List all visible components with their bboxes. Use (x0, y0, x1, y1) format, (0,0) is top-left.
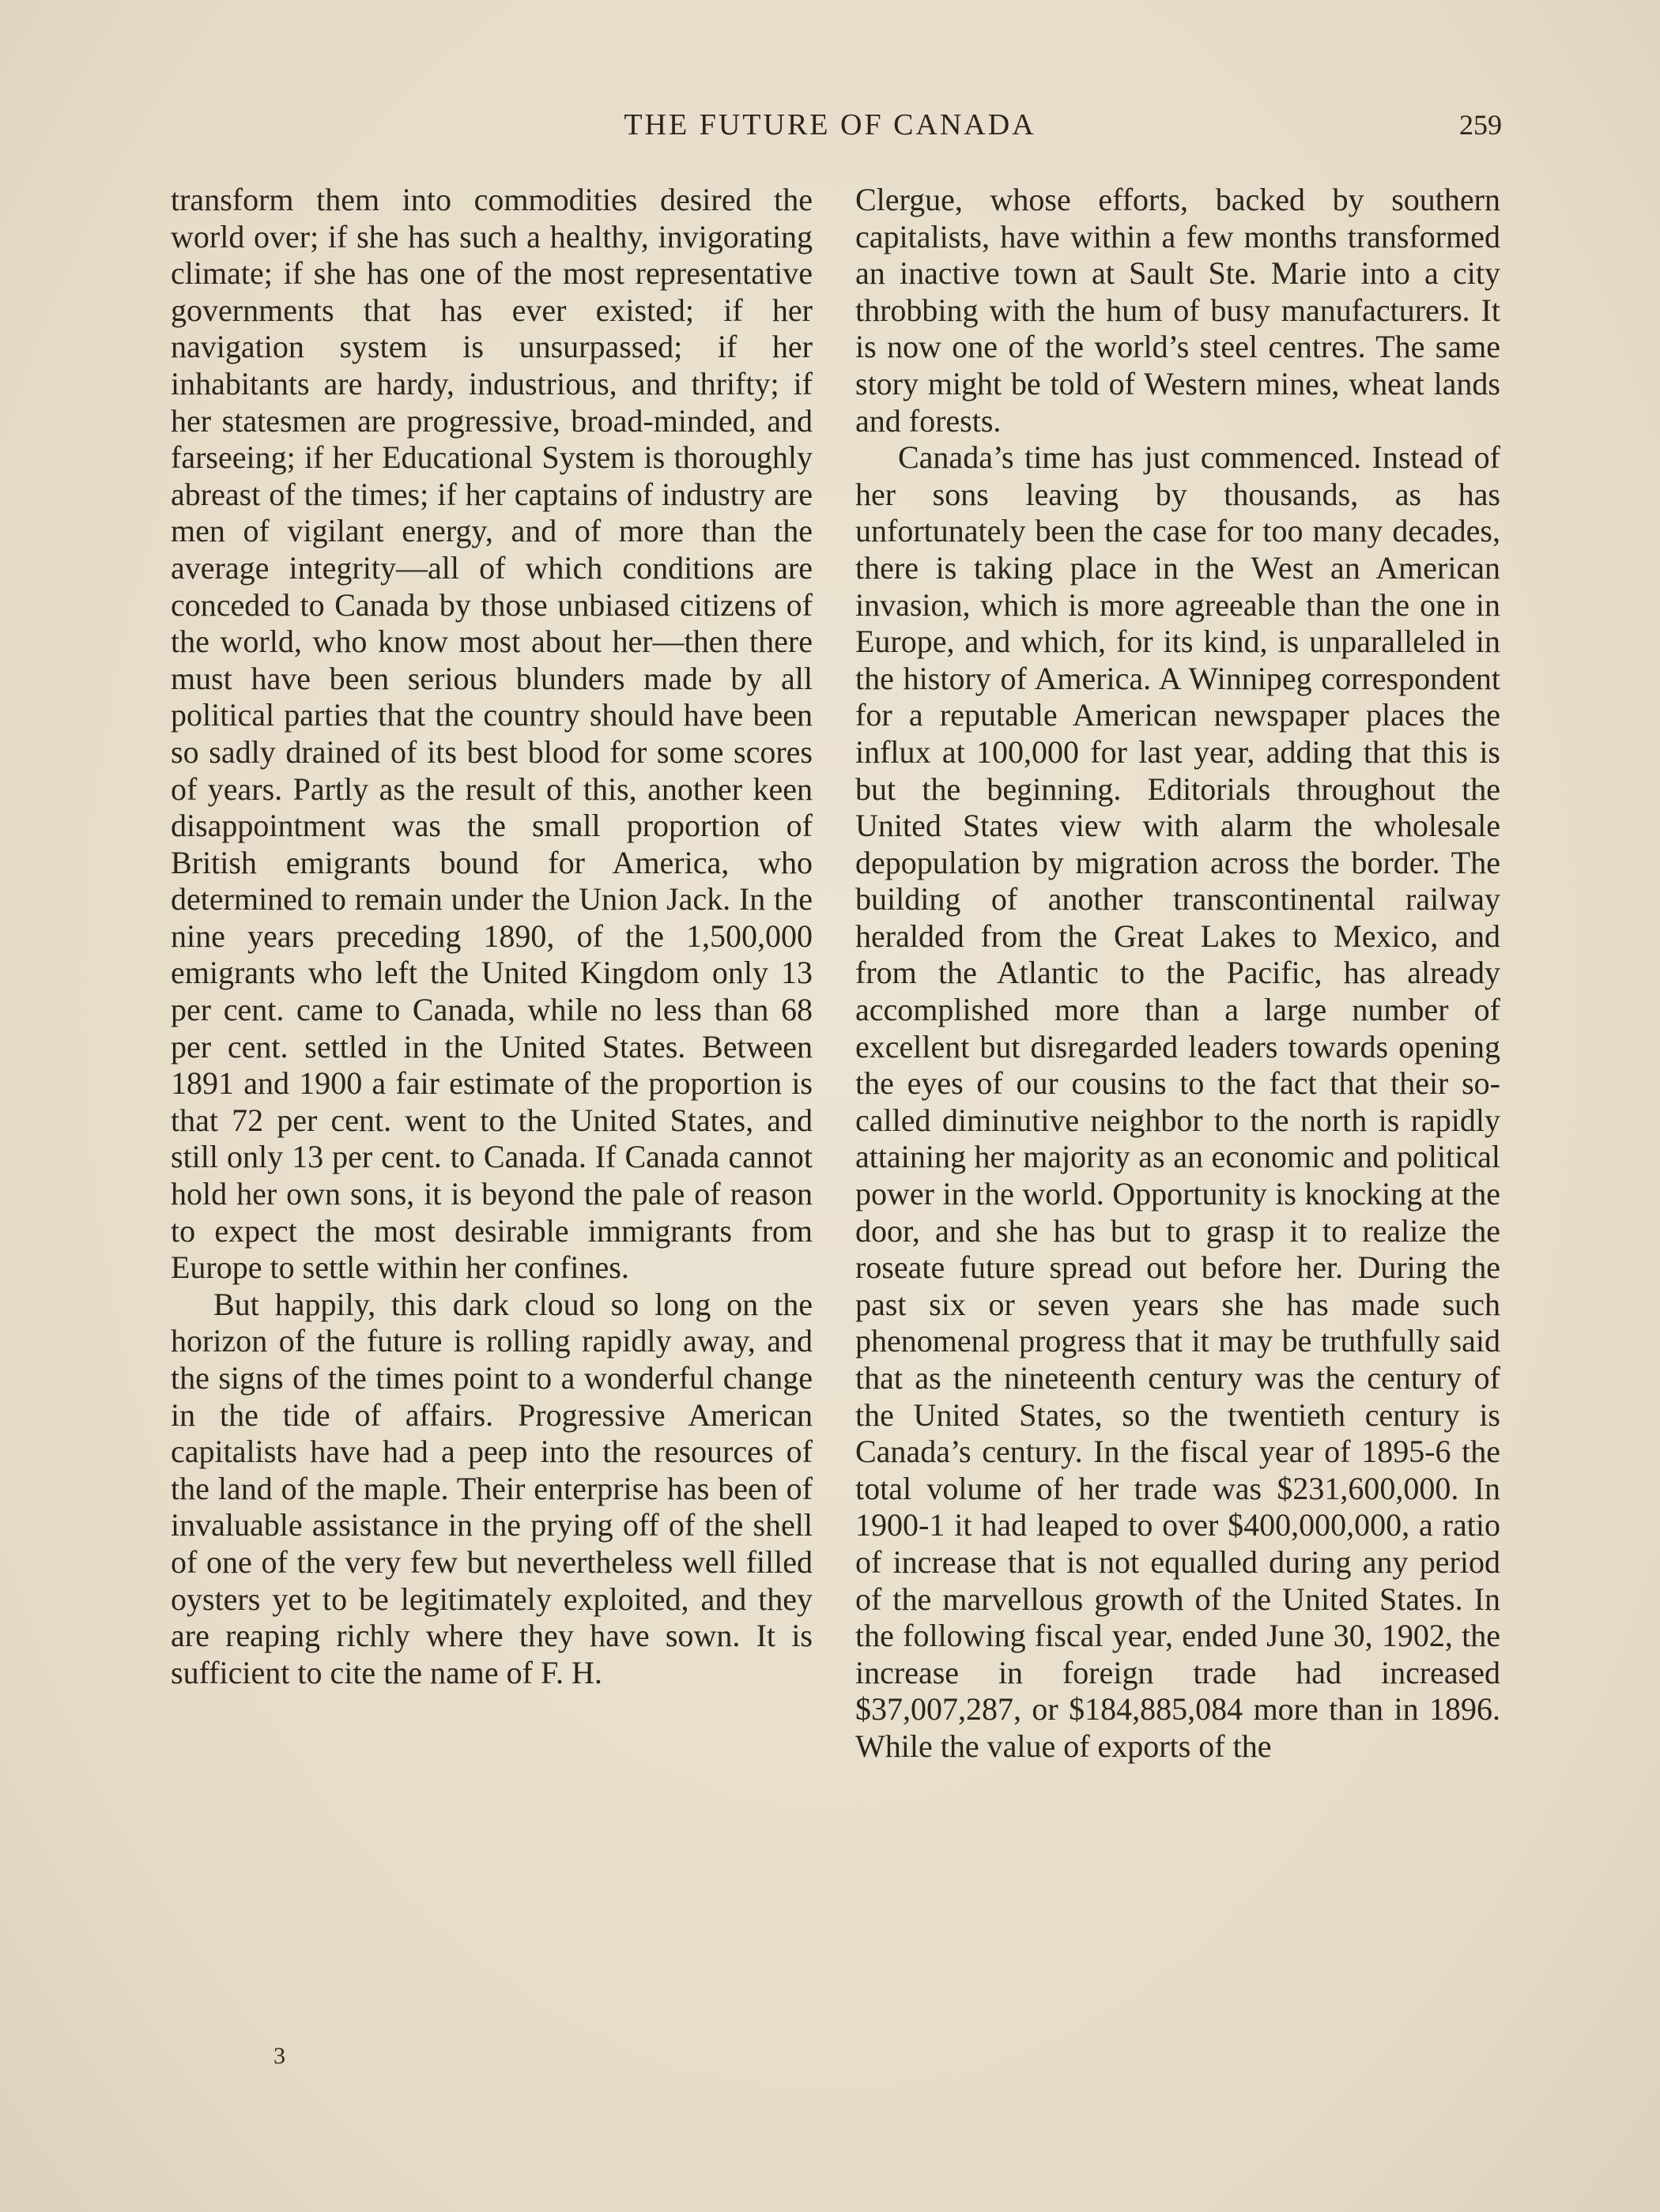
left-paragraph-1: transform them into commodities desired the world over; if she has such a healthy, invigorating climate; if she has one of the most representative governments that has ever existed; if her navigation system is unsurpassed; if her inhabitants are hardy, industrious, and thrifty; if her statesmen are progressive, broad-minded, and farseeing; if her Educational System is thoroughly abreast of the times; if her captains of industry are men of vigilant energy, and of more than the average integrity—all of which conditions are conceded to Canada by those unbiased citizens of the world, who know most about her—then there must have been serious blunders made by all political parties that the country should have been so sadly drained of its best blood for some scores of years. Partly as the result of this, another keen disappointment was the small proportion of British emigrants bound for America, who determined to remain under the Union Jack. In the nine years preceding 1890, of the 1,500,000 emigrants who left the United Kingdom only 13 per cent. came to Canada, while no less than 68 per cent. settled in the United States. Between 1891 and 1900 a fair estimate of the proportion is that 72 per cent. went to the United States, and still only 13 per cent. to Canada. If Canada cannot hold her own sons, it is beyond the pale of reason to expect the most desirable immigrants from Europe to settle within her confines. (171, 182, 813, 1286)
right-column (855, 182, 1500, 1765)
left-paragraph-2: But happily, this dark cloud so long on the horizon of the future is rolling rapidly away, and the signs of the times point to a wonderful change in the tide of affairs. Progressive American capitalists have had a peep into the resources of the land of the maple. Their enterprise has been of invaluable assistance in the prying off of the shell of one of the very few but nevertheless well filled oysters yet to be legitimately exploited, and they are reaping richly where they have sown. It is sufficient to cite the name of F. H. (171, 1286, 813, 1690)
left-column (171, 182, 813, 1691)
signature-mark: 3 (274, 2043, 285, 2069)
page-number: 259 (1459, 109, 1502, 141)
right-paragraph-1: Clergue, whose efforts, backed by southern capitalists, have within a few months transformed an inactive town at Sault Ste. Marie into a city throbbing with the hum of busy manufacturers. It is now one of the world’s steel centres. The same story might be told of Western mines, wheat lands and forests. (855, 182, 1500, 439)
running-title: THE FUTURE OF CANADA (624, 108, 1036, 141)
running-head (0, 105, 1660, 145)
right-paragraph-2: Canada’s time has just commenced. Instead of her sons leaving by thousands, as has unfortunately been the case for too many decades, there is taking place in the West an American invasion, which is more agreeable than the one in Europe, and which, for its kind, is unparalleled in the history of America. A Winnipeg correspondent for a reputable American newspaper places the influx at 100,000 for last year, adding that this is but the beginning. Editorials throughout the United States view with alarm the wholesale depopulation by migration across the border. The building of another transcontinental railway heralded from the Great Lakes to Mexico, and from the Atlantic to the Pacific, has already accomplished more than a large number of excellent but disregarded leaders towards opening the eyes of our cousins to the fact that their so-called diminutive neighbor to the north is rapidly attaining her majority as an economic and political power in the world. Opportunity is knocking at the door, and she has but to grasp it to realize the roseate future spread out before her. During the past six or seven years she has made such phenomenal progress that it may be truthfully said that as the nineteenth century was the century of the United States, so the twentieth century is Canada’s century. In the fiscal year of 1895-6 the total volume of her trade was $231,600,000. In 1900-1 it had leaped to over $400,000,000, a ratio of increase that is not equalled during any period of the marvellous growth of the United States. In the following fiscal year, ended June 30, 1902, the increase in foreign trade had increased $37,007,287, or $184,885,084 more than in 1896. While the value of exports of the (855, 439, 1500, 1764)
